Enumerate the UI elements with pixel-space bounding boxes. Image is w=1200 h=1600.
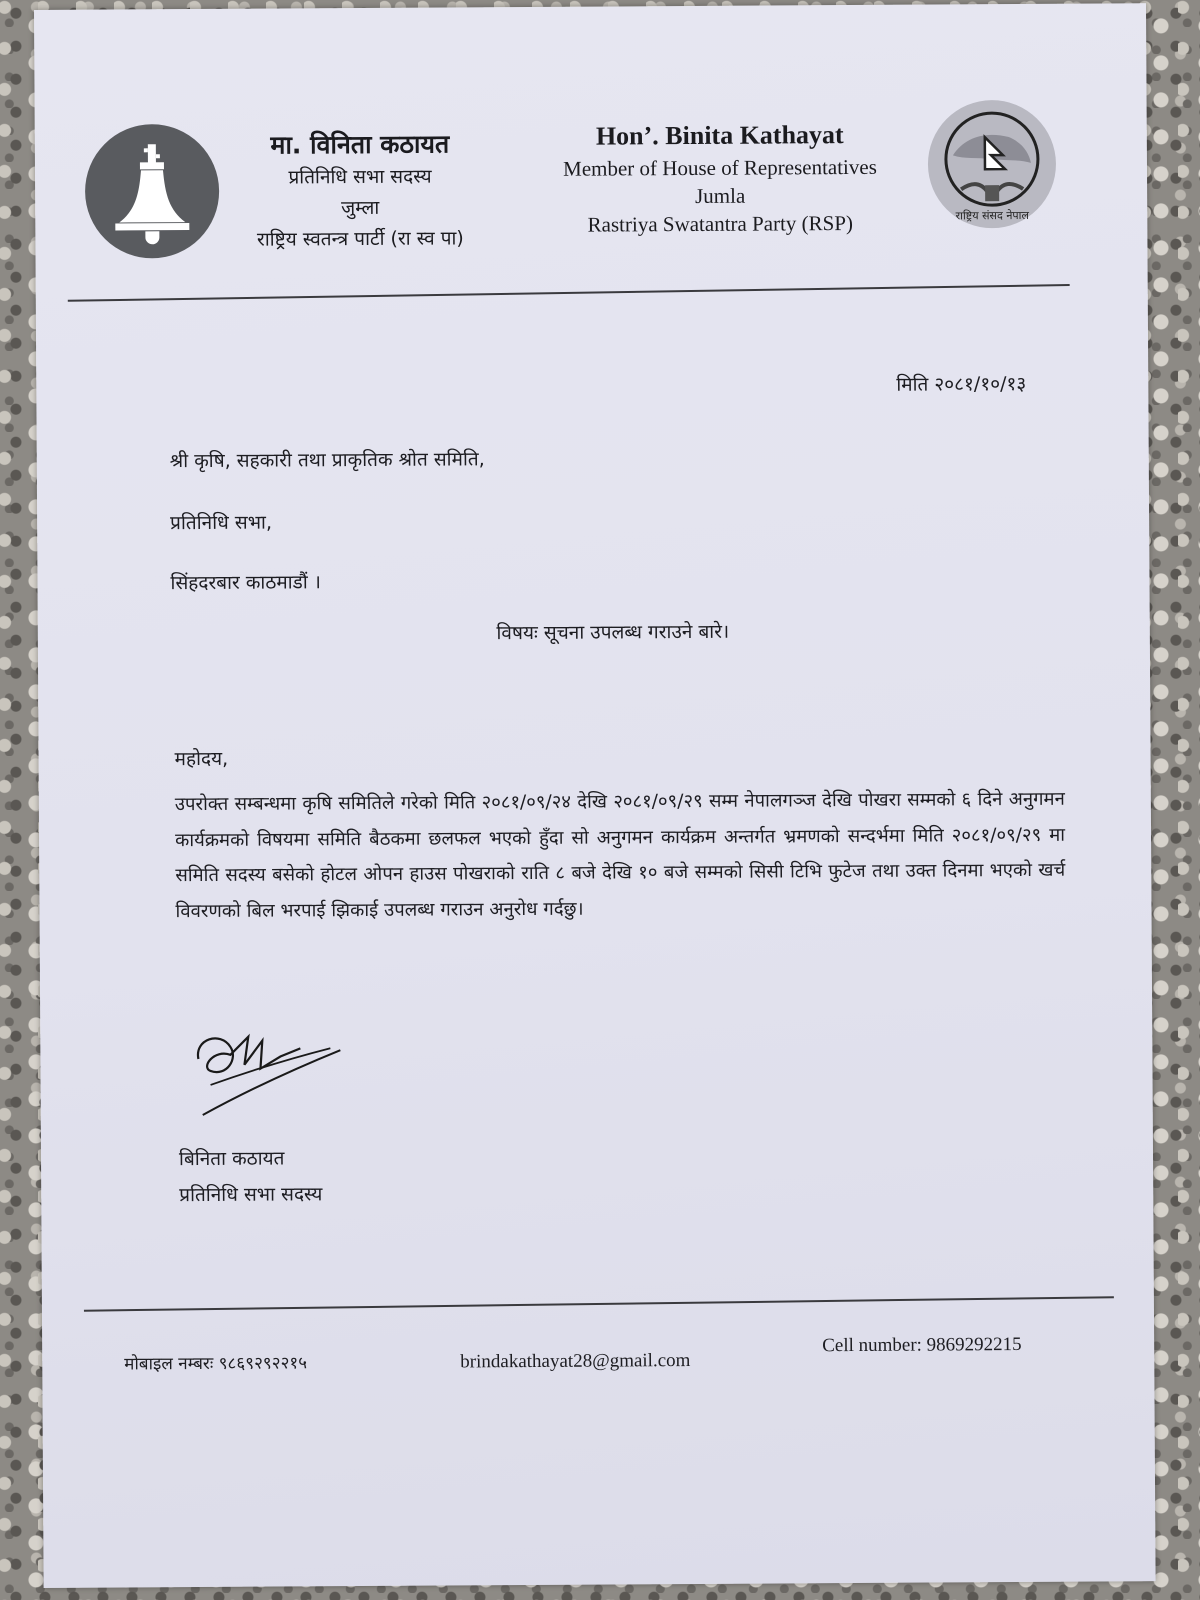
letterhead-role-np: प्रतिनिधि सभा सदस्य xyxy=(288,165,432,189)
footer-divider xyxy=(84,1296,1114,1311)
letter-body: उपरोक्त सम्बन्धमा कृषि समितिले गरेको मिति २०८१/०९/२४ देखि २०८१/०९/२९ सम्म नेपालगञ्ज देखि पोखरा सम्मको ६ दिने अनुगमन कार्यक्रमको विषयमा समिति बैठकमा छलफल भएको हुँदा सो अनुगमन कार्यक्रम अन्तर्गत भ्रमणको सन्दर्भमा मिति २०८१/०९/२९ मा समिति सदस्य बसेको होटल ओपन हाउस पोखराको राति ८ बजे देखि १० बजे सम्मको सिसी टिभि फुटेज तथा उक्त दिनमा भएको खर्च विवरणको बिल भरपाई झिकाई उपलब्ध गराउन अनुरोध गर्दछु। xyxy=(174,788,1066,922)
letter-date: मिति २०८१/१०/१३ xyxy=(896,372,1027,396)
letterhead-party-np: राष्ट्रिय स्वतन्त्र पार्टी (रा स्व पा) xyxy=(256,227,464,251)
letterhead-name-en: Hon’. Binita Kathayat xyxy=(595,120,844,151)
letterhead-english xyxy=(545,117,896,239)
recipient-line-3: सिंहदरबार काठमाडौं । xyxy=(170,571,322,595)
salutation: महोदय, xyxy=(174,747,229,771)
letterhead-district-en: Jumla xyxy=(694,183,746,208)
signer-name: बिनिता कठायत xyxy=(178,1147,285,1171)
parliament-seal-icon xyxy=(925,97,1061,233)
letterhead-party-en: Rastriya Swatantra Party (RSP) xyxy=(587,211,854,237)
recipient-line-1: श्री कृषि, सहकारी तथा प्राकृतिक श्रोत समिति, xyxy=(169,448,485,473)
letter-page xyxy=(34,3,1156,1588)
letterhead-district-np: जुम्ला xyxy=(341,196,380,220)
seal-text: राष्ट्रिय संसद नेपाल xyxy=(955,208,1030,223)
header-divider xyxy=(68,284,1070,302)
bell-icon xyxy=(85,124,220,259)
footer-email[interactable]: brindakathayat28@gmail.com xyxy=(460,1350,691,1373)
footer-mobile-np: मोबाइल नम्बरः ९८६९२९२२१५ xyxy=(124,1353,308,1375)
letter-subject: विषयः सूचना उपलब्ध गराउने बारे। xyxy=(496,620,730,645)
signer-role: प्रतिनिधि सभा सदस्य xyxy=(179,1183,323,1207)
recipient-line-2: प्रतिनिधि सभा, xyxy=(170,511,273,535)
footer-mobile-en: Cell number: 9869292215 xyxy=(822,1333,1022,1357)
letterhead-role-en: Member of House of Representatives xyxy=(563,154,877,181)
letterhead-name-np: मा. विनिता कठायत xyxy=(270,129,450,160)
signature-image xyxy=(190,1018,351,1119)
letterhead-nepali xyxy=(225,127,496,256)
